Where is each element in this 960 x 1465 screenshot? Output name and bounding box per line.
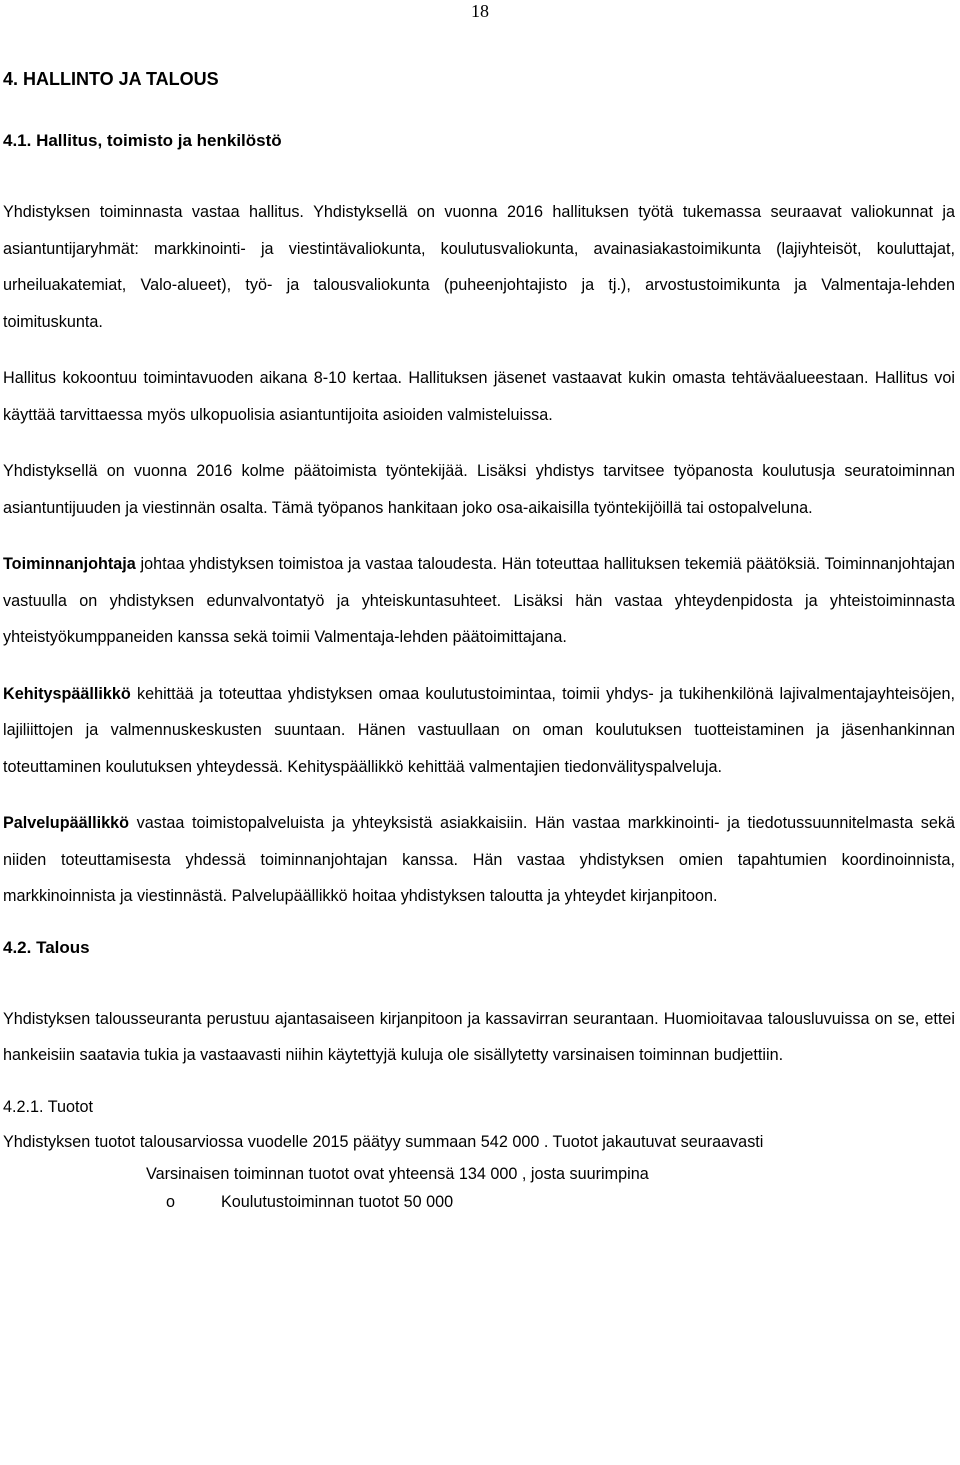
role-description: kehittää ja toteuttaa yhdistyksen omaa koulutustoimintaa, toimii yhdys- ja tukihenkilönä lajivalmentajayhteisöjen, lajiliittojen ja valmennuskeskusten suuntaan. Hänen vastuullaan on oman koulutuksen tuotteistaminen ja jäsenhankinnan toteuttaminen koulutuksen yhteydessä. Kehityspäällikkö kehittää valmentajien tiedonvälityspalveluja. [3, 684, 955, 776]
paragraph-revenue: Yhdistyksen tuotot talousarviossa vuodelle 2015 päätyy summaan 542 000 . Tuotot jakautuvat seuraavasti [3, 1132, 764, 1151]
role-title: Palvelupäällikkö [3, 814, 129, 832]
paragraph-role-service-manager [3, 805, 955, 915]
role-title: Kehityspäällikkö [3, 684, 131, 703]
paragraph-staff: Yhdistyksellä on vuonna 2016 kolme päätoimista työntekijää. Lisäksi yhdistys tarvitsee työpanosta koulutusja seuratoiminnan asiantuntijuuden ja viestinnän osalta. Tämä työpanos hankitaan joko osa-aikaisilla työntekijöillä tai ostopalveluna. [3, 462, 955, 517]
revenue-heading: 4.2.1. Tuotot [3, 1097, 93, 1116]
paragraph-board: Yhdistyksen toiminnasta vastaa hallitus. Yhdistyksellä on vuonna 2016 hallituksen työtä tukemassa seuraavat valiokunnat ja asiantuntijaryhmät: markkinointi- ja viestintävaliokunta, koulutusvaliokunta, avainasiakastoimikunta (lajiyhteisöt, kouluttajat, urheiluakatemiat, Valo-alueet), työ- ja talousvaliokunta (puheenjohtajisto ja tj.), arvostustoimikunta ja Valmentaja-lehden toimituskunta. [3, 203, 955, 331]
page-number: 18 [471, 1, 489, 21]
paragraph-role-development-manager [3, 676, 955, 786]
role-description: vastaa toimistopalveluista ja yhteyksistä asiakkaisiin. Hän vastaa markkinointi- ja tiedotussuunnitelmasta sekä niiden toteuttamisesta yhdessä toiminnanjohtajan kanssa. Hän vastaa yhdistyksen omien tapahtumien koordinoinnista, markkinoinnista ja viestinnästä. Palvelupäällikkö hoitaa yhdistyksen taloutta ja yhteydet kirjanpitoon. [3, 814, 955, 905]
subsection-heading: 4.1. Hallitus, toimisto ja henkilöstö [3, 131, 282, 150]
list-item [3, 1188, 955, 1216]
document-body [3, 66, 955, 1216]
bullet-marker: o [166, 1193, 176, 1211]
paragraph-role-executive-director [3, 546, 955, 656]
finance-heading: 4.2. Talous [3, 937, 90, 957]
revenue-indented-line: Varsinaisen toiminnan tuotot ovat yhteensä 134 000 , josta suurimpina [146, 1165, 649, 1183]
paragraph-meetings: Hallitus kokoontuu toimintavuoden aikana 8-10 kertaa. Hallituksen jäsenet vastaavat kukin omasta tehtäväalueestaan. Hallitus voi käyttää tarvittaessa myös ulkopuolisia asiantuntijoita asioiden valmisteluissa. [3, 369, 955, 424]
section-heading: 4. HALLINTO JA TALOUS [3, 69, 219, 89]
paragraph-finance: Yhdistyksen talousseuranta perustuu ajantasaiseen kirjanpitoon ja kassavirran seurantaan. Huomioitavaa talousluvuissa on se, ettei hankeisiin saatavia tukia ja vastaavasti niihin käytettyjä kuluja ole sisällytetty varsinaisen toiminnan budjettiin. [3, 1009, 955, 1064]
role-title: Toiminnanjohtaja [3, 555, 136, 573]
list-item-text: Koulutustoiminnan tuotot 50 000 [221, 1193, 454, 1211]
role-description: johtaa yhdistyksen toimistoa ja vastaa taloudesta. Hän toteuttaa hallituksen tekemiä päätöksiä. Toiminnanjohtajan vastuulla on yhdistyksen edunvalvontatyö ja yhteiskuntasuhteet. Lisäksi hän vastaa yhteydenpidosta ja yhteistoiminnasta yhteistyökumppaneiden kanssa sekä toimii Valmentaja-lehden päätoimittajana. [3, 555, 955, 646]
